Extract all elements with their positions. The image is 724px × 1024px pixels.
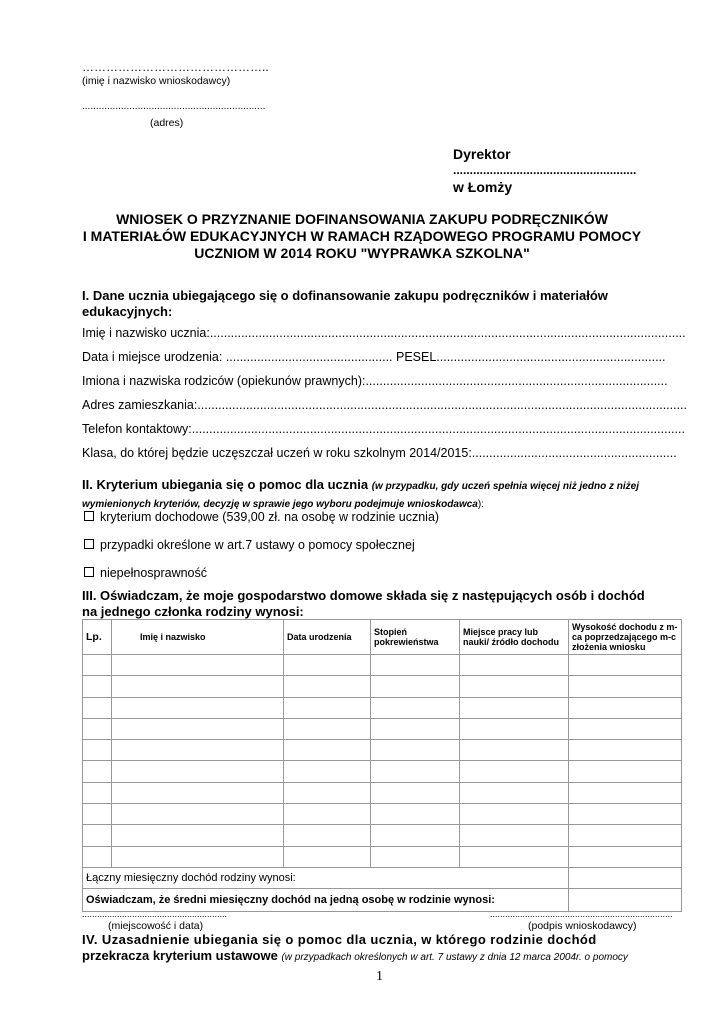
table-row[interactable] <box>83 697 682 718</box>
household-table <box>82 619 682 912</box>
table-row[interactable] <box>83 761 682 782</box>
col-source: Miejsce pracy lub nauki/ źródło dochodu <box>460 620 569 655</box>
applicant-name-label: (imię i nazwisko wnioskodawcy) <box>82 75 231 87</box>
checkbox-icon[interactable] <box>84 539 94 549</box>
col-relation: Stopień pokrewieństwa <box>371 620 460 655</box>
table-row[interactable] <box>83 825 682 846</box>
title-line-3: UCZNIOM W 2014 ROKU "WYPRAWKA SZKOLNA" <box>194 245 530 261</box>
class-field[interactable]: Klasa, do której będzie uczęszczał uczeń w roku szkolnym 2014/2015:........................................................... <box>82 446 677 460</box>
section-1-heading <box>82 288 608 320</box>
total-income-label: Łączny miesięczny dochód rodziny wynosi: <box>83 867 569 888</box>
col-income: Wysokość dochodu z m-ca poprzedzającego m-c złożenia wniosku <box>569 620 682 655</box>
section-2-heading <box>82 477 682 513</box>
place-date-label: (miejscowość i data) <box>108 920 204 932</box>
recipient-title: Dyrektor <box>453 146 511 162</box>
place-date-line: .......................................................... <box>82 909 228 919</box>
total-income-cell[interactable] <box>569 867 682 888</box>
recipient-city: w Łomży <box>453 179 513 195</box>
student-name-field[interactable]: Imię i nazwisko ucznia:......................................................................................................................................... <box>82 326 686 340</box>
section-4-heading <box>82 932 682 966</box>
col-lp: Lp. <box>83 620 112 655</box>
checkbox-icon[interactable] <box>84 567 94 577</box>
total-income-row <box>83 867 682 888</box>
section-4-note: (w przypadkach określonych w art. 7 ustawy z dnia 12 marca 2004r. o pomocy <box>281 952 628 963</box>
criterion-income-label: kryterium dochodowe (539,00 zł. na osobę w rodzinie ucznia) <box>100 510 440 524</box>
page-number: 1 <box>376 969 383 984</box>
table-row[interactable] <box>83 804 682 825</box>
criterion-art7-option[interactable] <box>84 538 415 552</box>
criterion-disability-label: niepełnosprawność <box>100 566 208 580</box>
recipient-dots: ....................................................... <box>453 163 637 177</box>
applicant-address-line: .................................................................. <box>82 101 266 112</box>
birth-pesel-field[interactable]: Data i miejsce urodzenia: ................................................ PESEL.................................................................. <box>82 350 666 364</box>
address-field[interactable]: Adres zamieszkania:............................................................................................................................................. <box>82 398 688 412</box>
household-table-header <box>83 620 682 655</box>
section-3-heading-line-1: III. Oświadczam, że moje gospodarstwo domowe składa się z następujących osób i dochód <box>82 588 645 603</box>
section-4-heading-line-2: przekracza kryterium ustawowe <box>82 948 278 963</box>
section-1-heading-line-1: I. Dane ucznia ubiegającego się o dofinansowanie zakupu podręczników i materiałów <box>82 288 608 303</box>
table-row[interactable] <box>83 676 682 697</box>
section-3-heading-line-2: na jednego członka rodziny wynosi: <box>82 604 304 619</box>
table-row[interactable] <box>83 718 682 739</box>
table-row[interactable] <box>83 846 682 867</box>
section-2-note-1: (w przypadku, gdy uczeń spełnia więcej niż jedno z niżej <box>371 481 639 492</box>
section-2-note-end: ): <box>477 499 484 510</box>
section-2-note-2: wymienionych kryteriów, decyzję w sprawie jego wyboru podejmuje wnioskodawca <box>82 499 478 510</box>
phone-field[interactable]: Telefon kontaktowy:.............................................................................................................................................. <box>82 422 685 436</box>
checkbox-icon[interactable] <box>84 511 94 521</box>
section-1-heading-line-2: edukacyjnych: <box>82 304 173 319</box>
criterion-income-option[interactable] <box>84 510 439 524</box>
section-2-title: II. Kryterium ubiegania się o pomoc dla ucznia <box>82 477 369 492</box>
table-row[interactable] <box>83 782 682 803</box>
signature-label: (podpis wnioskodawcy) <box>528 920 637 932</box>
title-line-1: WNIOSEK O PRZYZNANIE DOFINANSOWANIA ZAKUPU PODRĘCZNIKÓW <box>116 211 608 227</box>
avg-income-label: Oświadczam, że średni miesięczny dochód na jedną osobę w rodzinie wynosi: <box>83 888 569 911</box>
col-name: Imię i nazwisko <box>112 620 284 655</box>
section-3-heading <box>82 588 645 620</box>
table-row[interactable] <box>83 655 682 676</box>
parents-field[interactable]: Imiona i nazwiska rodziców (opiekunów prawnych):....................................................................................... <box>82 374 668 388</box>
signature-line: ......................................................................... <box>490 909 673 919</box>
criterion-art7-label: przypadki określone w art.7 ustawy o pomocy społecznej <box>100 538 415 552</box>
document-title <box>40 211 684 262</box>
criterion-disability-option[interactable] <box>84 566 207 580</box>
applicant-address-label: (adres) <box>150 117 184 129</box>
section-4-heading-line-1: IV. Uzasadnienie ubiegania się o pomoc dla ucznia, w którego rodzinie dochód <box>82 932 597 947</box>
col-birthdate: Data urodzenia <box>284 620 371 655</box>
title-line-2: I MATERIAŁÓW EDUKACYJNYCH W RAMACH RZĄDOWEGO PROGRAMU POMOCY <box>82 228 642 244</box>
table-row[interactable] <box>83 740 682 761</box>
applicant-name-line: ……………………………………….. <box>82 60 269 74</box>
